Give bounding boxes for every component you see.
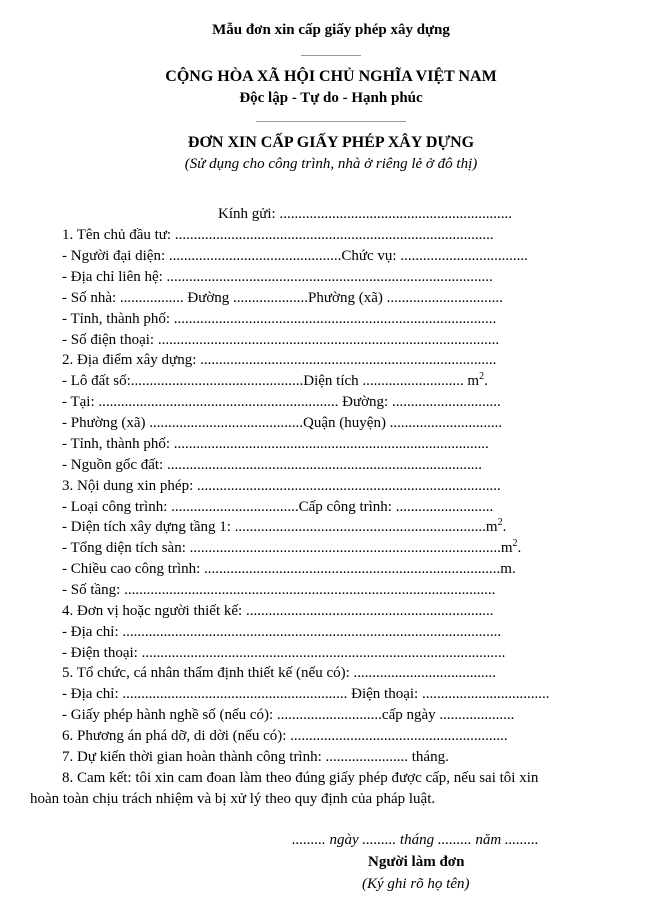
form-line-contact-address: - Địa chỉ liên hệ: ....................................................................................... [62,269,493,285]
signature-note: (Ký ghi rõ họ tên) [362,876,470,892]
form-line-ward: - Phường (xã) .........................................Quận (huyện) .............................. [62,415,503,431]
form-line-building-type: - Loại công trình: ..................................Cấp công trình: .......................... [62,499,494,515]
commitment-line-1: 8. Cam kết: tôi xin cam đoan làm theo đúng giấy phép được cấp, nếu sai tôi xin [62,770,539,786]
form-line-at: - Tại: ................................................................ Đường: ............................. [62,394,501,410]
form-line-designer: 4. Đơn vị hoặc người thiết kế: .................................................................. [62,603,494,619]
floor-area-text: - Tổng diện tích sàn: ...................................................................................m [62,540,513,556]
unit-suffix: . [484,373,488,389]
unit-suffix: . [502,519,507,535]
lot-text: - Lô đất số:..............................................Diện tích ........................... m [62,373,480,389]
form-line-content: 3. Nội dung xin phép: ................................................................................. [62,478,501,494]
form-line-province-2: - Tỉnh, thành phố: .................................................................................... [62,436,489,452]
nation-title: CỘNG HÒA XÃ HỘI CHỦ NGHĨA VIỆT NAM [165,68,497,85]
form-line-lot [62,371,488,391]
form-line-province: - Tỉnh, thành phố: ...................................................................................... [62,311,497,327]
form-line-appraiser-address: - Địa chỉ: ............................................................ Điện thoại: .................................. [62,686,550,702]
document-subtitle: (Sử dụng cho công trình, nhà ở riêng lẻ ở đô thị) [184,156,478,172]
unit-superscript: 2 [479,371,485,382]
form-line-representative: - Người đại diện: ..............................................Chức vụ: .................................. [62,248,528,264]
form-line-designer-address: - Địa chỉ: ..................................................................................................... [62,624,502,640]
form-line-house-number: - Số nhà: ................. Đường ....................Phường (xã) ............................... [62,290,503,306]
form-line-license: - Giấy phép hành nghề số (nếu có): ............................cấp ngày .................... [62,707,515,723]
form-line-height: - Chiều cao công trình: ...............................................................................m. [62,561,516,577]
divider-motto [256,121,406,122]
form-line-demolition: 6. Phương án phá dỡ, di dời (nếu có): .......................................................... [62,728,508,744]
form-line-investor: 1. Tên chủ đầu tư: ..................................................................................... [62,227,494,243]
document-title: ĐƠN XIN CẤP GIẤY PHÉP XÂY DỰNG [187,134,475,151]
divider-top [301,55,361,56]
form-line-floor-area [62,538,521,558]
recipient-line: Kính gửi: .............................................................. [218,206,512,222]
form-line-floors: - Số tầng: ................................................................................................... [62,582,496,598]
form-line-land-origin: - Nguồn gốc đất: .................................................................................... [62,457,482,473]
form-line-designer-phone: - Điện thoại: ................................................................................................. [62,645,506,661]
form-line-completion: 7. Dự kiến thời gian hoàn thành công trình: ...................... tháng. [62,749,449,765]
form-line-ground-area [62,517,506,537]
unit-superscript: 2 [512,538,518,549]
motto: Độc lập - Tự do - Hạnh phúc [239,90,423,106]
unit-superscript: 2 [497,517,503,528]
commitment-line-2: hoàn toàn chịu trách nhiệm và bị xử lý theo quy định của pháp luật. [30,791,436,807]
form-line-phone: - Số điện thoại: ........................................................................................... [62,332,500,348]
unit-suffix: . [517,540,522,556]
ground-area-text: - Diện tích xây dựng tầng 1: ...................................................................m [62,519,498,535]
form-line-location: 2. Địa điểm xây dựng: ............................................................................... [62,352,497,368]
signer-title: Người làm đơn [368,854,465,870]
form-template-title: Mẫu đơn xin cấp giấy phép xây dựng [212,22,450,38]
form-line-appraiser: 5. Tổ chức, cá nhân thẩm định thiết kế (nếu có): ...................................... [62,665,497,681]
date-line: ......... ngày ......... tháng ......... năm ......... [292,832,539,848]
